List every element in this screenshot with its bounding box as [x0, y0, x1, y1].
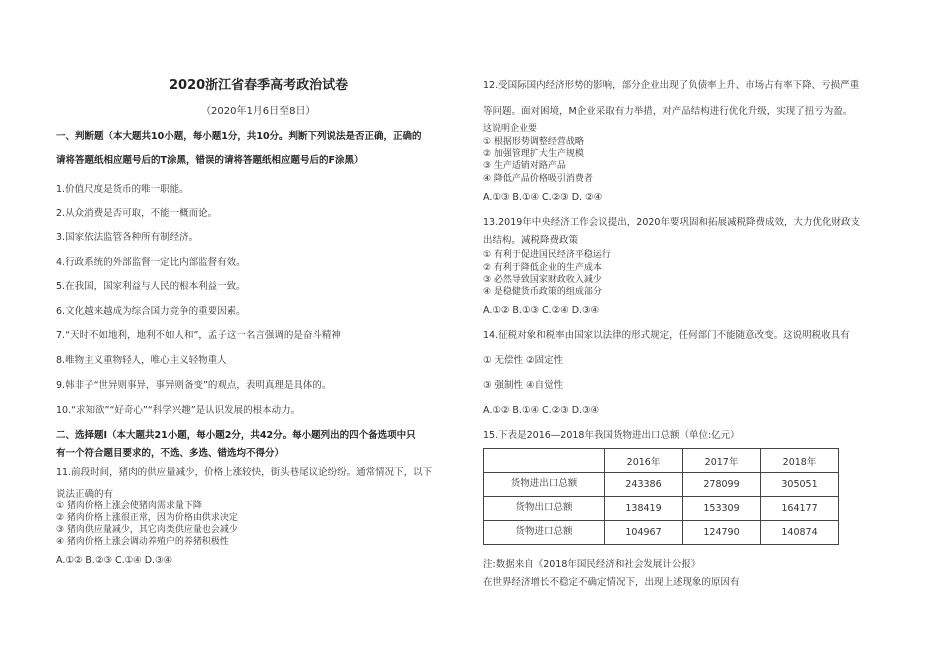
question-11-stem-line1: 11.前段时间，猪肉的供应量减少，价格上涨较快，街头巷尾议论纷纷。通常情况下，以下 — [56, 467, 433, 478]
table-cell: 164177 — [761, 497, 839, 521]
table-row-label: 货物进口总额 — [484, 521, 605, 545]
section1-heading-line1: 一、判断题（本大题共10小题，每小题1分，共10分。判断下列说法是否正确，正确的 — [56, 131, 422, 142]
question-1: 1.价值尺度是货币的唯一职能。 — [56, 184, 189, 195]
table-row — [484, 521, 839, 545]
question-12-option-3: ③ 生产适销对路产品 — [483, 161, 566, 171]
question-12-option-2: ② 加强管理扩大生产规模 — [483, 149, 584, 159]
question-13-answers: A.①② B.①③ C.②④ D.③④ — [483, 305, 600, 316]
question-6: 6.文化越来越成为综合国力竞争的重要因素。 — [56, 306, 246, 317]
table-cell: 140874 — [761, 521, 839, 545]
question-11-stem-line2: 说法正确的有 — [56, 489, 114, 500]
question-11-option-4: ④ 猪肉价格上涨会调动养殖户的养猪积极性 — [56, 537, 229, 547]
question-13-stem-line2: 出结构。减税降费政策 — [483, 235, 579, 246]
table-cell: 153309 — [683, 497, 761, 521]
question-13-option-1: ① 有利于促进国民经济平稳运行 — [483, 250, 611, 260]
table-row — [484, 473, 839, 497]
table-row — [484, 497, 839, 521]
question-13-option-3: ③ 必然导致国家财政收入减少 — [483, 275, 602, 285]
question-11-option-2: ② 猪肉价格上涨很正常，因为价格由供求决定 — [56, 513, 238, 523]
question-12-stem-line2: 等问题。面对困境，M企业采取有力举措，对产品结构进行优化升级，实现了扭亏为盈。 — [483, 106, 853, 117]
exam-date: （2020年1月6日至8日） — [201, 106, 316, 117]
table-header-cell: 2017年 — [683, 449, 761, 473]
question-7: 7.“天时不如地利，地利不如人和”，孟子这一名言强调的是奋斗精神 — [56, 330, 341, 341]
question-5: 5.在我国，国家利益与人民的根本利益一致。 — [56, 281, 246, 292]
question-15-note: 注:数据来自《2018年国民经济和社会发展计公报》 — [483, 559, 701, 570]
question-10: 10.“求知欲”“好奇心”“科学兴趣”是认识发展的根本动力。 — [56, 405, 301, 416]
question-13-stem-line1: 13.2019年中央经济工作会议提出，2020年要巩固和拓展减税降费成效，大力优化财政支 — [483, 217, 860, 228]
table-row-label: 货物出口总额 — [484, 497, 605, 521]
question-3: 3.国家依法监管各种所有制经济。 — [56, 232, 199, 243]
section1-heading-line2: 请将答题纸相应题号后的T涂黑，错误的请将答题纸相应题号后的F涂黑） — [56, 155, 364, 166]
question-14-options-line2: ③ 强制性 ④自觉性 — [483, 380, 564, 391]
section2-heading-line1: 二、选择题Ⅰ（本大题共21小题，每小题2分，共42分。每小题列出的四个备选项中只 — [56, 430, 416, 441]
trade-table — [483, 448, 839, 545]
question-4: 4.行政系统的外部监督一定比内部监督有效。 — [56, 257, 246, 268]
question-2: 2.从众消费是否可取，不能一概而论。 — [56, 208, 218, 219]
question-8: 8.唯物主义重物轻人，唯心主义轻物重人 — [56, 355, 227, 366]
table-header-cell: 2016年 — [605, 449, 683, 473]
exam-title: 2020浙江省春季高考政治试卷 — [169, 78, 349, 93]
question-12-answers: A.①③ B.①④ C.②③ D. ②④ — [483, 192, 603, 203]
question-11-answers: A.①② B.②③ C.①④ D.③④ — [56, 555, 173, 566]
table-cell: 243386 — [605, 473, 683, 497]
question-11-option-3: ③ 猪肉供应量减少，其它肉类供应量也会减少 — [56, 525, 238, 535]
question-13-option-4: ④ 是稳健货币政策的组成部分 — [483, 287, 602, 297]
table-cell: 278099 — [683, 473, 761, 497]
question-14-stem: 14.征税对象和税率由国家以法律的形式规定，任何部门不能随意改变。这说明税收具有 — [483, 330, 850, 341]
table-cell: 104967 — [605, 521, 683, 545]
table-cell: 124790 — [683, 521, 761, 545]
question-12-stem-line3: 这说明企业要 — [483, 124, 538, 134]
question-12-stem-line1: 12.受国际国内经济形势的影响，部分企业出现了负债率上升、市场占有率下降、亏损严重 — [483, 80, 860, 91]
question-12-option-4: ④ 降低产品价格吸引消费者 — [483, 174, 593, 184]
table-cell: 138419 — [605, 497, 683, 521]
question-11-option-1: ① 猪肉价格上涨会使猪肉需求量下降 — [56, 501, 202, 511]
question-9: 9.韩非子“世异则事异，事异则备变”的观点，表明真理是具体的。 — [56, 380, 332, 391]
question-15-continuation: 在世界经济增长不稳定不确定情况下，出现上述现象的原因有 — [483, 577, 740, 588]
question-13-option-2: ② 有利于降低企业的生产成本 — [483, 263, 602, 273]
question-12-option-1: ① 根据形势调整经营战略 — [483, 137, 584, 147]
question-14-answers: A.①② B.①④ C.②③ D.③④ — [483, 405, 600, 416]
table-cell: 305051 — [761, 473, 839, 497]
question-14-options-line1: ① 无偿性 ②固定性 — [483, 355, 564, 366]
question-15-stem: 15.下表是2016—2018年我国货物进出口总额（单位:亿元） — [483, 430, 740, 441]
table-row-label: 货物进出口总额 — [484, 473, 605, 497]
table-header-row — [484, 449, 839, 473]
section2-heading-line2: 有一个符合题目要求的，不选、多选、错选均不得分） — [56, 448, 285, 459]
table-header-cell — [484, 449, 605, 473]
table-header-cell: 2018年 — [761, 449, 839, 473]
